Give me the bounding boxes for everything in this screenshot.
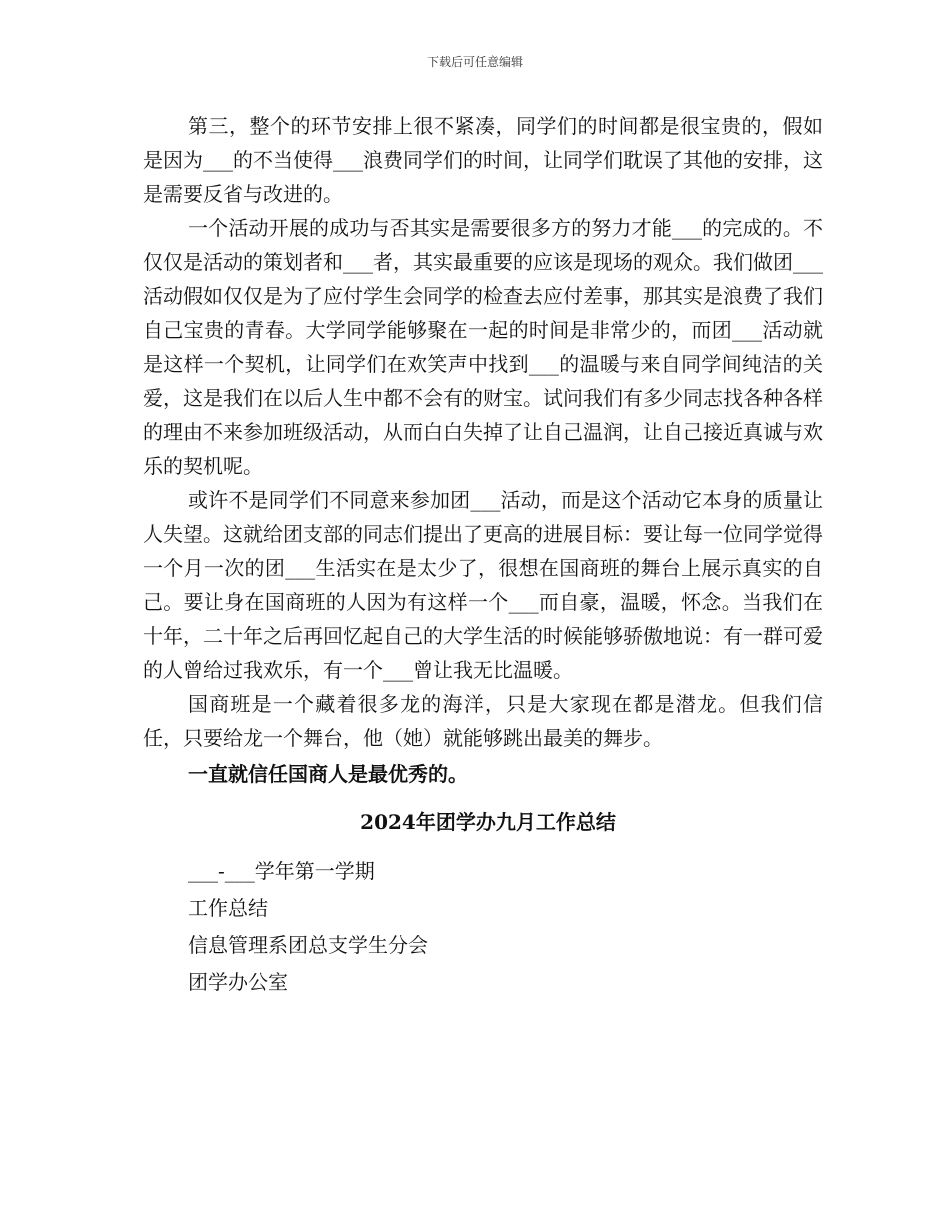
paragraph: 一个活动开展的成功与否其实是需要很多方的努力才能___的完成的。不仅仅是活动的策划者和___者，其实最重要的应该是现场的观众。我们做团___活动假如仅仅是为了应付学生会同学的检查去应付差事，那其实是浪费了我们自己宝贵的青春。大学同学能够聚在一起的时间是非常少的，而团___活动就是这样一个契机，让同学们在欢笑声中找到___的温暖与来自同学间纯洁的关爱，这是我们在以后人生中都不会有的财宝。试问我们有多少同志找各种各样的理由不来参加班级活动，从而白白失掉了让自己温润，让自己接近真诚与欢乐的契机呢。 [143, 216, 823, 478]
section-title: 2024年团学办九月工作总结 [360, 810, 616, 834]
paragraph: 第三，整个的环节安排上很不紧凑，同学们的时间都是很宝贵的，假如是因为___的不当使得___浪费同学们的时间，让同学们耽误了其他的安排，这是需要反省与改进的。 [143, 114, 823, 206]
page-header: 下载后可任意编辑 [426, 55, 523, 69]
meta-line-term: ___-___学年第一学期 [188, 859, 375, 883]
paragraph: 国商班是一个藏着很多龙的海洋，只是大家现在都是潜龙。但我们信任，只要给龙一个舞台，他（她）就能够跳出最美的舞步。 [143, 692, 823, 750]
summary-meta [143, 853, 823, 1001]
bold-statement: 一直就信任国商人是最优秀的。 [188, 762, 468, 786]
paragraph: 或许不是同学们不同意来参加团___活动，而是这个活动它本身的质量让人失望。这就给团支部的同志们提出了更高的进展目标：要让每一位同学觉得一个月一次的团___生活实在是太少了，很想在国商班的舞台上展示真实的自己。要让身在国商班的人因为有这样一个___而自豪，温暖，怀念。当我们在十年，二十年之后再回忆起自己的大学生活的时候能够骄傲地说：有一群可爱的人曾给过我欢乐，有一个___曾让我无比温暖。 [143, 488, 823, 682]
meta-line-office: 团学办公室 [188, 970, 288, 994]
document-body [143, 109, 823, 1001]
meta-line-department: 信息管理系团总支学生分会 [188, 933, 428, 957]
meta-line-type: 工作总结 [188, 896, 268, 920]
